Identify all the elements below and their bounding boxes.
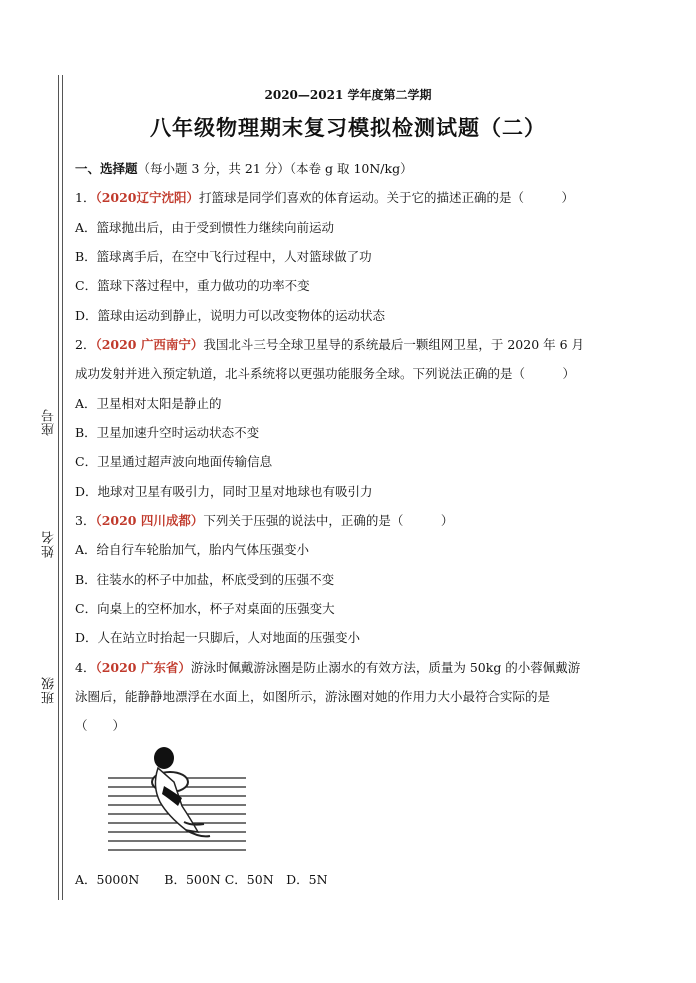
swimmer-figure [108,742,246,860]
question-stem: 打篮球是同学们喜欢的体育运动。关于它的描述正确的是（ ） [199,190,575,205]
option-c: C．篮球下落过程中，重力做功的功率不变 [75,278,310,293]
exam-subtitle: 2020—2021 学年度第二学期 [264,88,432,102]
exam-title: 八年级物理期末复习模拟检测试题（二） [150,115,546,140]
question-number: 1． [75,190,96,205]
option-a: A．给自行车轮胎加气，胎内气体压强变小 [75,542,310,557]
section-title: 一、选择题 [75,161,138,176]
section-note: （每小题 3 分，共 21 分）（本卷 g 取 10N/kg） [137,161,413,176]
option-b: B．篮球离手后，在空中飞行过程中，人对篮球做了功 [75,249,372,264]
question-4-options: A．5000N B．500N C．50N D．5N [75,872,328,887]
question-source: （2020 广东省） [95,660,191,675]
question-number: 4． [75,660,96,675]
question-3 [75,512,453,530]
option-c: C．卫星通过超声波向地面传输信息 [75,454,273,469]
question-stem: 游泳时佩戴游泳圈是防止溺水的有效方法，质量为 50kg 的小蓉佩戴游 [190,660,581,675]
answer-blank: （ ） [75,718,126,733]
option-d: D．人在站立时抬起一只脚后，人对地面的压强变小 [75,630,361,645]
question-number: 3． [75,513,96,528]
option-b: B．往装水的杯子中加盐，杯底受到的压强不变 [75,572,335,587]
option-a: A．卫星相对太阳是静止的 [75,396,222,411]
binding-line [58,75,59,900]
question-2 [75,336,584,354]
class-label: 班级 [42,676,57,704]
binding-line [62,75,63,900]
section-heading [75,160,413,178]
question-source: （2020 四川成都） [95,513,204,528]
option-b: B．卫星加速升空时运动状态不变 [75,425,260,440]
question-4 [75,659,580,677]
option-d: D．篮球由运动到静止，说明力可以改变物体的运动状态 [75,308,386,323]
option-c: C．向桌上的空杯加水，杯子对桌面的压强变大 [75,601,335,616]
question-source: （2020 广西南宁） [95,337,204,352]
question-1 [75,189,574,207]
question-stem-continued: 泳圈后，能静静地漂浮在水面上，如图所示，游泳圈对她的作用力大小最符合实际的是 [75,689,551,704]
question-stem-continued: 成功发射并进入预定轨道，北斗系统将以更强功能服务全球。下列说法正确的是（ ） [75,366,576,381]
question-stem: 我国北斗三号全球卫星导的系统最后一颗组网卫星，于 2020 年 6 月 [203,337,585,352]
name-label: 姓名 [42,530,57,558]
question-stem: 下列关于压强的说法中，正确的是（ ） [203,513,454,528]
option-a: A．篮球抛出后，由于受到惯性力继续向前运动 [75,220,335,235]
question-source: （2020辽宁沈阳） [95,190,199,205]
question-number: 2． [75,337,96,352]
option-d: D．地球对卫星有吸引力，同时卫星对地球也有吸引力 [75,484,373,499]
seat-label: 座号 [42,408,57,436]
